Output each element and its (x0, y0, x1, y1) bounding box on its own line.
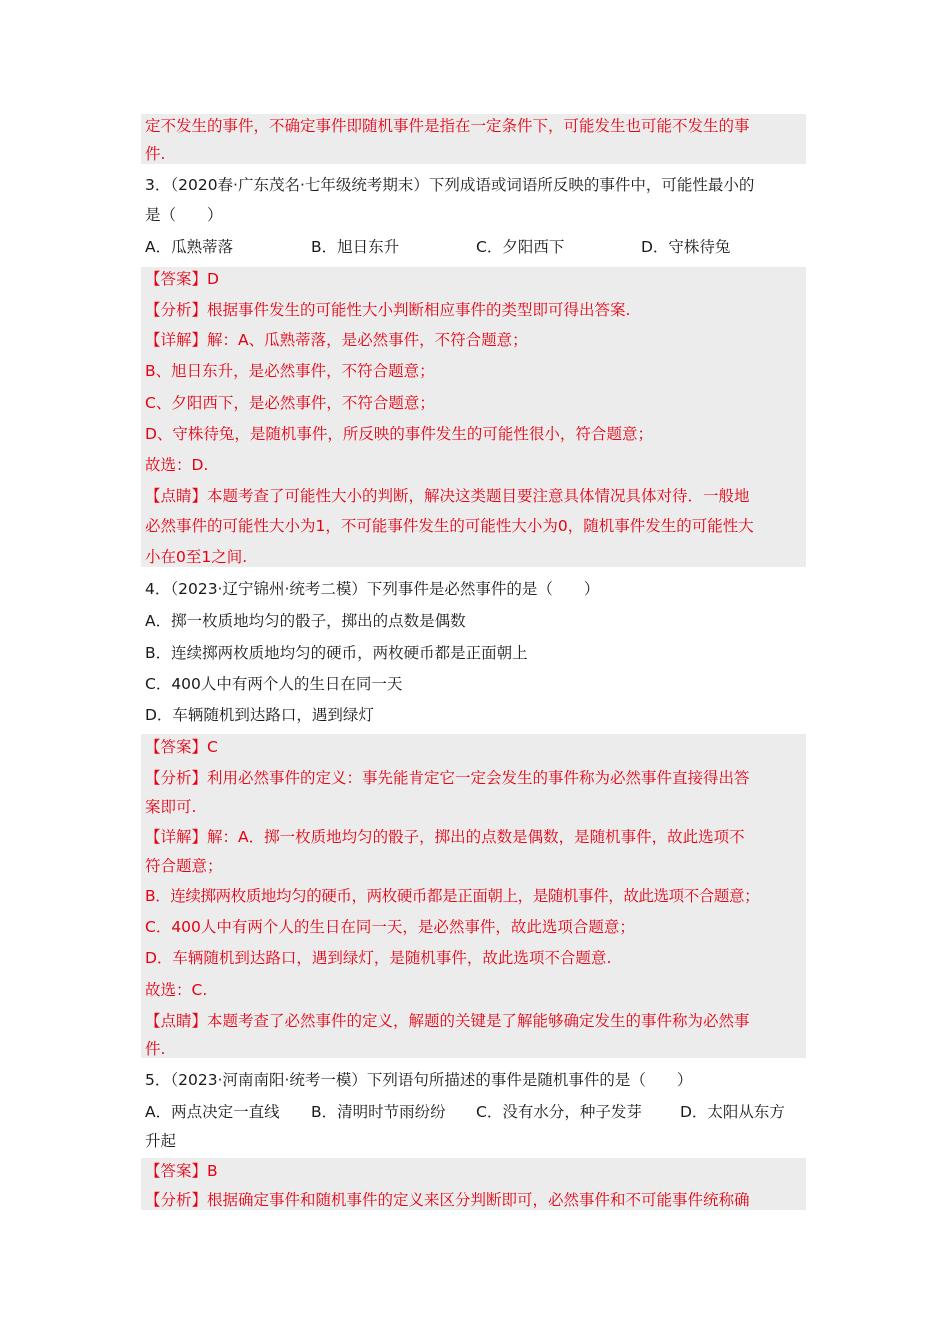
q3-stem: 3．（2020春·广东茂名·七年级统考期末）下列成语或词语所反映的事件中，可能性最小的 (145, 176, 755, 194)
q3-comment-line: 【点睛】本题考查了可能性大小的判断，解决这类题目要注意具体情况具体对待．一般地 (145, 487, 750, 505)
q4-option-b: B．连续掷两枚质地均匀的硬币，两枚硬币都是正面朝上 (145, 644, 528, 662)
q3-analysis: 【分析】根据事件发生的可能性大小判断相应事件的类型即可得出答案. (145, 301, 631, 319)
q2-tail-line: 定不发生的事件，不确定事件即随机事件是指在一定条件下，可能发生也可能不发生的事 (145, 117, 750, 135)
q3-detail-line: B、旭日东升，是必然事件，不符合题意； (145, 362, 435, 380)
q5-analysis: 【分析】根据确定事件和随机事件的定义来区分判断即可，必然事件和不可能事件统称确 (145, 1191, 750, 1209)
q4-detail-line: C．400人中有两个人的生日在同一天，是必然事件，故此选项合题意； (145, 918, 635, 936)
q4-detail-line: B．连续掷两枚质地均匀的硬币，两枚硬币都是正面朝上，是随机事件，故此选项不合题意； (145, 887, 760, 905)
q2-tail-line: 件. (145, 145, 166, 163)
q4-comment-line: 件. (145, 1040, 166, 1058)
q5-option-a: A．两点决定一直线 (145, 1103, 280, 1121)
q3-stem: 是（ ） (145, 206, 223, 224)
q5-option-b: B．清明时节雨纷纷 (311, 1103, 446, 1121)
q4-analysis-line: 【分析】利用必然事件的定义：事先能肯定它一定会发生的事件称为必然事件直接得出答 (145, 769, 750, 787)
q3-detail-line: 【详解】解：A、瓜熟蒂落，是必然事件，不符合题意； (145, 331, 528, 349)
q5-option-c: C．没有水分，种子发芽 (476, 1103, 642, 1121)
q4-option-a: A．掷一枚质地均匀的骰子，掷出的点数是偶数 (145, 612, 466, 630)
q3-option-c: C．夕阳西下 (476, 238, 565, 256)
q3-detail-line: 故选：D. (145, 456, 209, 474)
q3-option-d: D．守株待兔 (641, 238, 731, 256)
q5-stem: 5．（2023·河南南阳·统考一模）下列语句所描述的事件是随机事件的是（ ） (145, 1071, 693, 1089)
q3-detail-line: D、守株待兔，是随机事件，所反映的事件发生的可能性很小，符合题意； (145, 425, 653, 443)
q4-detail-line: 【详解】解：A．掷一枚质地均匀的骰子，掷出的点数是偶数，是随机事件，故此选项不 (145, 828, 745, 846)
q4-detail-line: 符合题意； (145, 857, 223, 875)
q3-answer: 【答案】D (145, 270, 219, 288)
q4-stem: 4．（2023·辽宁锦州·统考二模）下列事件是必然事件的是（ ） (145, 580, 600, 598)
q4-answer: 【答案】C (145, 738, 218, 756)
q3-comment-line: 必然事件的可能性大小为1，不可能事件发生的可能性大小为0，随机事件发生的可能性大 (145, 517, 754, 535)
q4-detail-line: D．车辆随机到达路口，遇到绿灯，是随机事件，故此选项不合题意. (145, 949, 612, 967)
q4-detail-line: 故选：C. (145, 981, 208, 999)
q5-option-d-wrap: 升起 (145, 1132, 177, 1150)
q4-analysis-line: 案即可. (145, 798, 197, 816)
q5-option-d: D．太阳从东方 (680, 1103, 785, 1121)
q4-option-d: D．车辆随机到达路口，遇到绿灯 (145, 706, 374, 724)
q3-comment-line: 小在0至1之间. (145, 548, 248, 566)
q4-comment-line: 【点睛】本题考查了必然事件的定义，解题的关键是了解能够确定发生的事件称为必然事 (145, 1012, 750, 1030)
q3-option-a: A．瓜熟蒂落 (145, 238, 234, 256)
q5-answer: 【答案】B (145, 1162, 218, 1180)
q4-option-c: C．400人中有两个人的生日在同一天 (145, 675, 403, 693)
q3-option-b: B．旭日东升 (311, 238, 400, 256)
q3-detail-line: C、夕阳西下，是必然事件，不符合题意； (145, 394, 435, 412)
